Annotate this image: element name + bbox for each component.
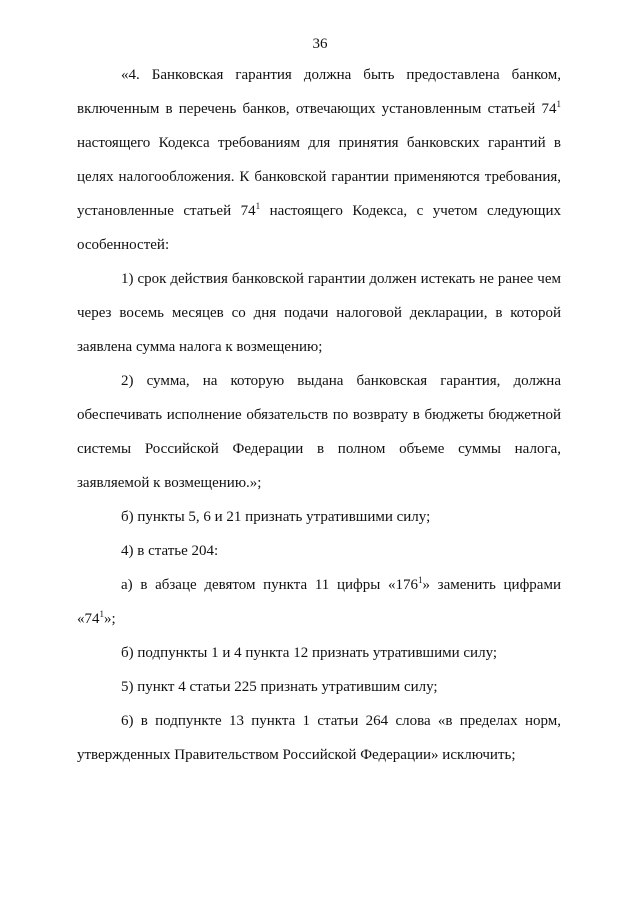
para4-line-2-text: включенным в перечень банков, отвечающих установленным статьей 74: [77, 101, 557, 117]
item-a-line-2: [77, 602, 561, 636]
superscript: 1: [418, 575, 423, 585]
para4-line-3: настоящего Кодекса требованиям для принятия банковских гарантий в: [77, 135, 561, 151]
superscript: 1: [99, 609, 104, 619]
superscript: 1: [255, 201, 261, 211]
item-4-article-204: 4) в статье 204:: [121, 543, 219, 559]
para4-line-2: [77, 92, 561, 126]
para4-line-6: особенностей:: [77, 237, 170, 253]
item-a-line-1: [77, 568, 561, 602]
item-6-line-2: утвержденных Правительством Российской Федерации» исключить;: [77, 747, 516, 763]
item1-line-3: заявлена сумма налога к возмещению;: [77, 339, 323, 355]
item-b-repeal: б) пункты 5, 6 и 21 признать утратившими силу;: [121, 509, 431, 525]
para4-line-5: [77, 194, 561, 228]
item-a-line-2-text-a: «74: [77, 611, 100, 627]
item2-line-1: 2) сумма, на которую выдана банковская гарантия, должна: [121, 373, 561, 389]
item-6-line-1: 6) в подпункте 13 пункта 1 статьи 264 слова «в пределах норм,: [121, 713, 561, 729]
para4-line-5-text-b: настоящего Кодекса, с учетом следующих: [260, 203, 561, 219]
document-body: [77, 58, 561, 772]
para4-line-5-text-a: установленные статьей 74: [77, 203, 256, 219]
item2-line-3: системы Российской Федерации в полном объеме суммы налога,: [77, 441, 561, 457]
item-b2-repeal: б) подпункты 1 и 4 пункта 12 признать утратившими силу;: [121, 645, 498, 661]
para4-line-4: целях налогообложения. К банковской гарантии применяются требования,: [77, 169, 561, 185]
item-5-article-225: 5) пункт 4 статьи 225 признать утратившим силу;: [121, 679, 438, 695]
item-a-line-2-text-b: »;: [104, 611, 116, 627]
item-a-line-1-text-b: » заменить цифрами: [422, 577, 561, 593]
page-number: 36: [312, 36, 328, 52]
item1-line-2: через восемь месяцев со дня подачи налоговой декларации, в которой: [77, 305, 561, 321]
superscript: 1: [556, 99, 561, 109]
item1-line-1: 1) срок действия банковской гарантии должен истекать не ранее чем: [121, 271, 561, 287]
item2-line-2: обеспечивать исполнение обязательств по возврату в бюджеты бюджетной: [77, 407, 561, 423]
item2-line-4: заявляемой к возмещению.»;: [77, 475, 262, 491]
item-a-line-1-text-a: а) в абзаце девятом пункта 11 цифры «176: [121, 577, 418, 593]
para4-line-1: «4. Банковская гарантия должна быть предоставлена банком,: [121, 67, 561, 83]
